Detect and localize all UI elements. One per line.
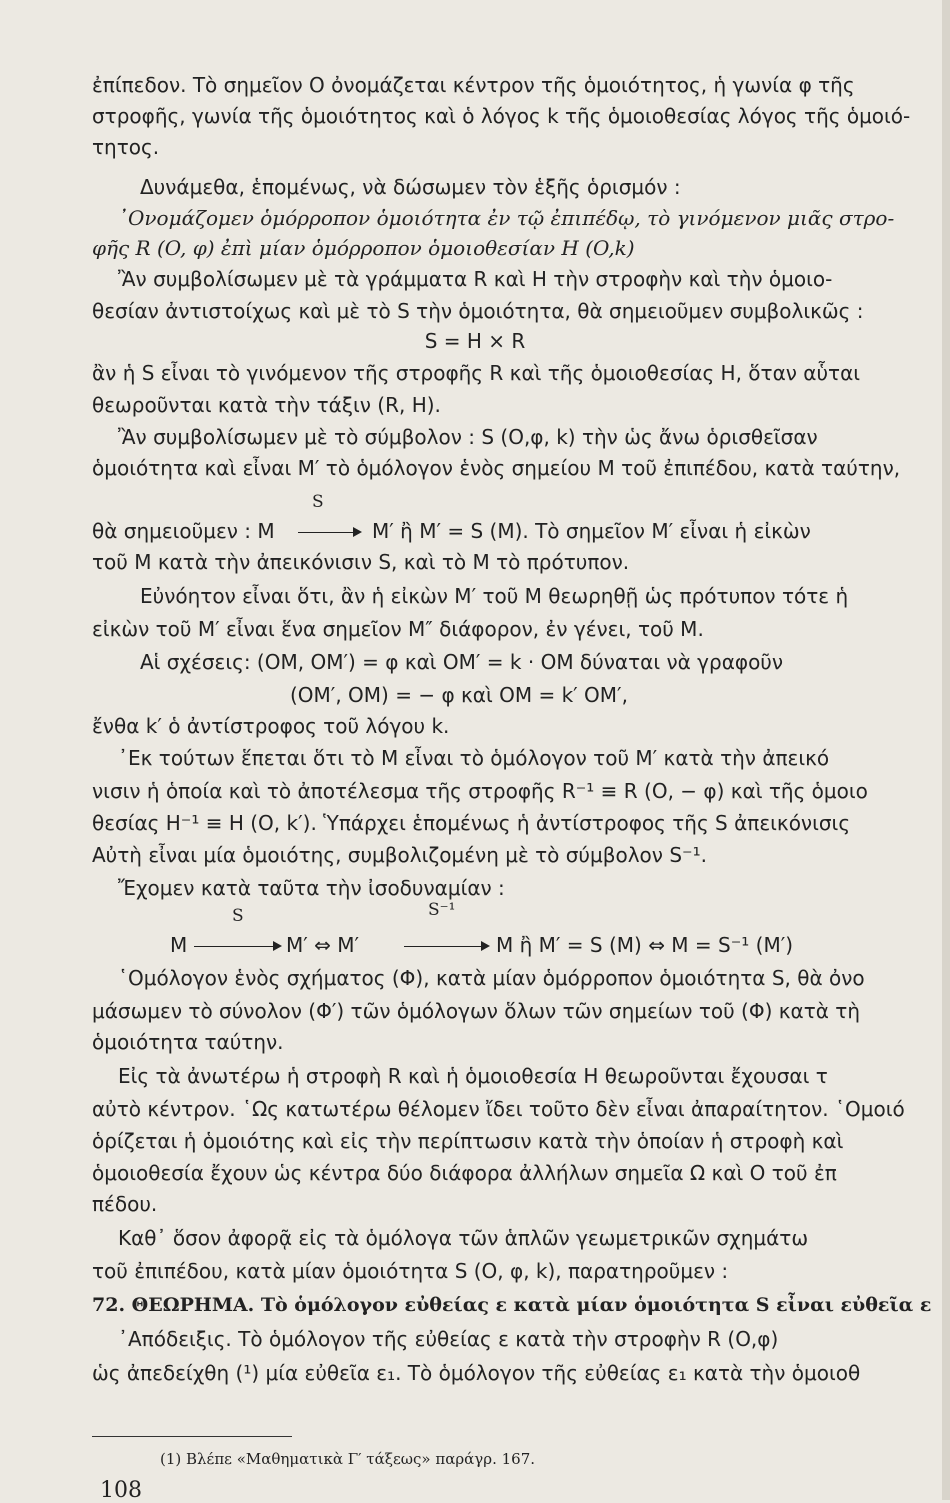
text-line: θεσίαν ἀντιστοίχως καὶ μὲ τὸ S τὴν ὁμοιότητα, θὰ σημειοῦμεν συμβολικῶς : — [92, 299, 864, 323]
text-line: τοῦ M κατὰ τὴν ἀπεικόνισιν S, καὶ τὸ M τὸ πρότυπον. — [92, 550, 630, 574]
text-line: Δυνάμεθα, ἑπομένως, νὰ δώσωμεν τὸν ἑξῆς ὁρισμόν : — [140, 175, 681, 199]
text-line: εἰκὼν τοῦ M′ εἶναι ἕνα σημεῖον M″ διάφορον, ἐν γένει, τοῦ M. — [92, 617, 704, 641]
text-line: ὁμοιότητα καὶ εἶναι M′ τὸ ὁμόλογον ἑνὸς σημείου M τοῦ ἐπιπέδου, κατὰ ταύτην, — [92, 456, 901, 480]
text-line: θὰ σημειοῦμεν : M — [92, 519, 275, 543]
text-line: τητος. — [92, 135, 160, 159]
text-line: Αὐτὴ εἶναι μία ὁμοιότης, συμβολιζομένη μὲ τὸ σύμβολον S⁻¹. — [92, 843, 707, 867]
text-line: ἐπίπεδον. Τὸ σημεῖον Ο ὀνομάζεται κέντρον τῆς ὁμοιότητος, ἡ γωνία φ τῆς — [92, 73, 855, 97]
text-line: ᾿Εκ τούτων ἕπεται ὅτι τὸ M εἶναι τὸ ὁμόλογον τοῦ M′ κατὰ τὴν ἀπεικό — [118, 746, 830, 770]
text-line: θεσίας H⁻¹ ≡ H (O, k′). Ὑπάρχει ἑπομένως ἡ ἀντίστροφος τῆς S ἀπεικόνισις — [92, 811, 851, 835]
definition-line: ᾿Ονομάζομεν ὁμόρροπον ὁμοιότητα ἐν τῷ ἐπιπέδῳ, τὸ γινόμενον μιᾶς στρο- — [118, 206, 895, 230]
arrow-label: S — [312, 492, 324, 512]
mapping-arrow — [194, 946, 280, 947]
definition-line: φῆς R (O, φ) ἐπὶ μίαν ὁμόρροπον ὁμοιοθεσίαν H (O,k) — [92, 236, 635, 260]
text-line: Ἂν συμβολίσωμεν μὲ τὰ γράμματα R καὶ H τὴν στροφὴν καὶ τὴν ὁμοιο- — [118, 267, 833, 291]
text-line: Ἂν συμβολίσωμεν μὲ τὸ σύμβολον : S (O,φ, k) τὴν ὡς ἄνω ὁρισθεῖσαν — [118, 425, 818, 449]
text-line: ὡς ἀπεδείχθη (¹) μία εὐθεῖα ε₁. Τὸ ὁμόλογον τῆς εὐθείας ε₁ κατὰ τὴν ὁμοιοθ — [92, 1361, 861, 1385]
text-line: ὁμοιοθεσία ἔχουν ὡς κέντρα δύο διάφορα ἀλλήλων σημεῖα Ω καὶ O τοῦ ἐπ — [92, 1161, 837, 1185]
mapping-arrow — [298, 532, 360, 533]
footnote-rule — [92, 1436, 292, 1437]
arrow-label: S⁻¹ — [428, 900, 456, 920]
equation: Αἱ σχέσεις: (OM, OM′) = φ καὶ OM′ = k · OM δύναται νὰ γραφοῦν — [140, 650, 784, 674]
text-line: ὁρίζεται ἡ ὁμοιότης καὶ εἰς τὴν περίπτωσιν κατὰ τὴν ὁποίαν ἡ στροφὴ καὶ — [92, 1129, 844, 1153]
text-line: τοῦ ἐπιπέδου, κατὰ μίαν ὁμοιότητα S (O, φ, k), παρατηροῦμεν : — [92, 1259, 729, 1283]
footnote: (1) Βλέπε «Μαθηματικὰ Γ′ τάξεως» παράγρ. 167. — [160, 1450, 535, 1468]
text-line: ἂν ἡ S εἶναι τὸ γινόμενον τῆς στροφῆς R καὶ τῆς ὁμοιοθεσίας H, ὅταν αὗται — [92, 361, 861, 385]
mapping-arrow — [404, 946, 488, 947]
text-line: μάσωμεν τὸ σύνολον (Φ′) τῶν ὁμόλογων ὅλων τῶν σημείων τοῦ (Φ) κατὰ τὴ — [92, 999, 861, 1023]
text-line: νισιν ἡ ὁποία καὶ τὸ ἀποτέλεσμα τῆς στροφῆς R⁻¹ ≡ R (O, − φ) καὶ τῆς ὁμοιο — [92, 779, 868, 803]
text-line: ἔνθα k′ ὁ ἀντίστροφος τοῦ λόγου k. — [92, 714, 450, 738]
text-line: Εἰς τὰ ἀνωτέρω ἡ στροφὴ R καὶ ἡ ὁμοιοθεσία H θεωροῦνται ἔχουσαι τ — [118, 1064, 828, 1088]
text-line: Ἔχομεν κατὰ ταῦτα τὴν ἰσοδυναμίαν : — [118, 876, 505, 900]
equation: M′ ⇔ M′ — [286, 933, 360, 957]
page-edge-shadow — [942, 0, 950, 1500]
text-line: Καθ᾿ ὅσον ἀφορᾷ εἰς τὰ ὁμόλογα τῶν ἁπλῶν γεωμετρικῶν σχημάτω — [118, 1226, 809, 1250]
text-line: Εὐνόητον εἶναι ὅτι, ἂν ἡ εἰκὼν M′ τοῦ M θεωρηθῇ ὡς πρότυπον τότε ἡ — [140, 584, 849, 608]
equation: M ἢ M′ = S (M) ⇔ M = S⁻¹ (M′) — [496, 933, 794, 957]
text-line: θεωροῦνται κατὰ τὴν τάξιν (R, H). — [92, 393, 441, 417]
text-line: πέδου. — [92, 1192, 158, 1216]
text-line: ῾Ομόλογον ἑνὸς σχήματος (Φ), κατὰ μίαν ὁμόρροπον ὁμοιότητα S, θὰ ὀνο — [118, 966, 865, 990]
equation: (OM′, OM) = − φ καὶ OM = k′ OM′, — [290, 683, 628, 707]
equation: M — [170, 933, 188, 957]
arrow-label: S — [232, 906, 244, 926]
proof-line: ᾿Απόδειξις. Τὸ ὁμόλογον τῆς εὐθείας ε κατὰ τὴν στροφὴν R (O,φ) — [118, 1327, 779, 1351]
text-line: στροφῆς, γωνία τῆς ὁμοιότητος καὶ ὁ λόγος k τῆς ὁμοιοθεσίας λόγος τῆς ὁμοιό- — [92, 104, 911, 128]
theorem-heading: 72. ΘΕΩΡΗΜΑ. Τὸ ὁμόλογον εὐθείας ε κατὰ μίαν ὁμοιότητα S εἶναι εὐθεῖα ε — [92, 1294, 932, 1316]
text-line: ὁμοιότητα ταύτην. — [92, 1030, 284, 1054]
equation: S = H × R — [424, 329, 526, 353]
text-line: M′ ἢ M′ = S (M). Τὸ σημεῖον M′ εἶναι ἡ εἰκὼν — [372, 519, 811, 543]
page-number: 108 — [100, 1478, 142, 1503]
text-line: αὐτὸ κέντρον. ῾Ως κατωτέρω θέλομεν ἴδει τοῦτο δὲν εἶναι ἀπαραίτητον. ῾Ομοιό — [92, 1097, 905, 1121]
